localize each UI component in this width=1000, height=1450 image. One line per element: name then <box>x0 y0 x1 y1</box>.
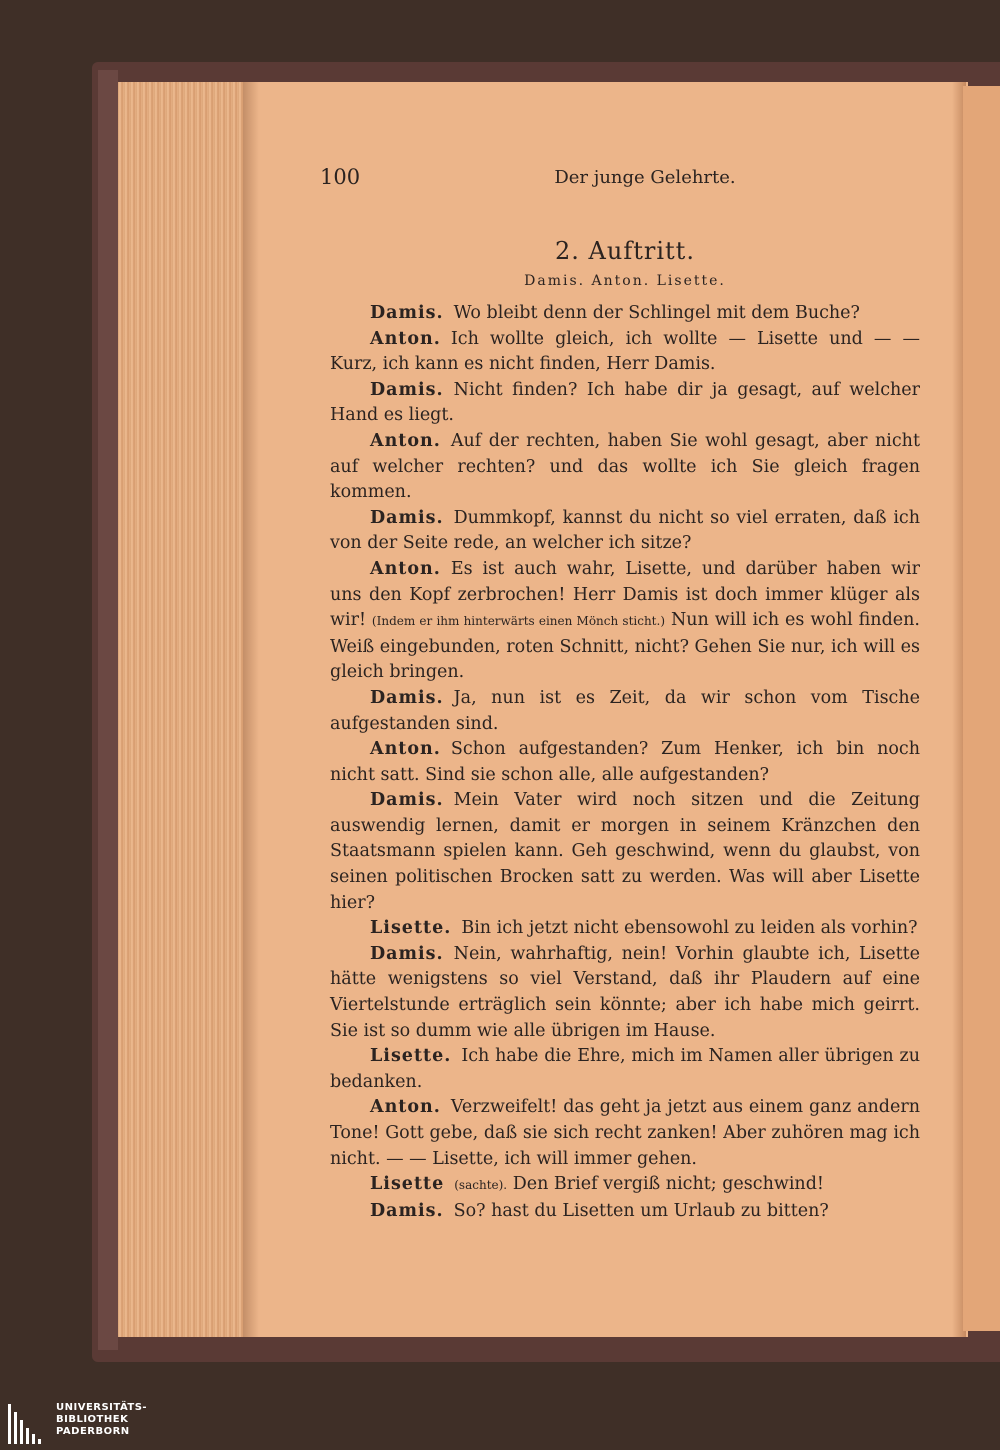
speech <box>330 429 920 506</box>
page-number: 100 <box>320 165 361 189</box>
speech-text: Es ist auch wahr, Lisette, und darüber haben wir uns den Kopf zerbrochen! Herr Damis ist doch immer klüger als wir! <box>330 558 920 631</box>
speaker: Damis. <box>370 687 444 708</box>
speech-text: Schon aufgestanden? Zum Henker, ich bin noch nicht satt. Sind sie schon alle, alle aufgestanden? <box>330 739 920 785</box>
stage-direction: (Indem er ihm hinterwärts einen Mönch sticht.) <box>371 614 666 629</box>
speech-text: Auf der rechten, haben Sie wohl gesagt, aber nicht auf welcher rechten? und das wollte ich Sie gleich fragen kommen. <box>330 430 920 503</box>
speaker: Damis. <box>370 943 444 964</box>
speaker: Anton. <box>370 739 441 760</box>
speaker: Anton. <box>370 328 441 349</box>
speech <box>330 686 920 737</box>
speech-text: Nein, wahrhaftig, nein! Vorhin glaubte ich, Lisette hätte wenigstens so viel Verstand, daß ihr Plaudern auf eine Viertelstunde erträglich sein könnte; aber ich habe mich geirrt. Sie ist so dumm wie alle übrigen im Hause. <box>330 943 920 1041</box>
speech-text: Ich wollte gleich, ich wollte — Lisette und — — Kurz, ich kann es nicht finden, Herr Damis. <box>330 328 920 375</box>
library-footer <box>0 1398 1000 1450</box>
speech-text: Ich habe die Ehre, mich im Namen aller übrigen zu bedanken. <box>330 1046 920 1092</box>
speaker: Anton. <box>370 430 441 451</box>
speaker: Damis. <box>370 507 444 528</box>
speaker: Damis. <box>370 379 444 400</box>
page-text <box>320 165 920 1224</box>
speaker: Anton. <box>370 558 441 579</box>
speech-text: Nicht finden? Ich habe dir ja gesagt, auf welcher Hand es liegt. <box>330 379 920 426</box>
library-logo-icon <box>8 1404 48 1444</box>
speaker: Lisette. <box>370 918 452 939</box>
speech <box>330 327 920 378</box>
speaker: Lisette. <box>370 1046 452 1067</box>
library-line-2: BIBLIOTHEK <box>56 1414 129 1425</box>
speech <box>330 1095 920 1172</box>
speech <box>330 737 920 788</box>
speech-text: Wo bleibt denn der Schlingel mit dem Buche? <box>453 303 860 323</box>
speech-text: Bin ich jetzt nicht ebensowohl zu leiden als vorhin? <box>461 918 918 939</box>
speech <box>330 506 920 557</box>
speaker: Damis. <box>370 790 444 811</box>
page-stack-edge <box>118 82 243 1337</box>
speech-text: Nun will ich es wohl finden. Weiß eingebunden, roten Schnitt, nicht? Gehen Sie nur, ich will es gleich bringen. <box>330 610 920 683</box>
speech <box>330 1172 920 1199</box>
speech <box>330 378 920 429</box>
speech-text: Ja, nun ist es Zeit, da wir schon vom Tische aufgestanden sind. <box>330 687 920 734</box>
page-header <box>320 165 920 201</box>
speech-text: So? hast du Lisetten um Urlaub zu bitten? <box>453 1200 829 1221</box>
speech <box>330 788 920 916</box>
speech-text: Dummkopf, kannst du nicht so viel erraten, daß ich von der Seite rede, an welcher ich sitze? <box>330 507 920 554</box>
speech <box>330 916 920 942</box>
speech <box>330 557 920 686</box>
page-stack-shadow <box>243 82 259 1337</box>
running-title: Der junge Gelehrte. <box>554 167 736 188</box>
speech <box>330 301 920 327</box>
library-line-1: UNIVERSITÄTS- <box>56 1402 148 1413</box>
stage-direction: (sachte). <box>454 1178 508 1193</box>
speaker: Anton. <box>370 1097 441 1118</box>
cast-list: Damis. Anton. Lisette. <box>524 273 726 289</box>
facing-page-edge <box>963 86 1000 1331</box>
cover-edge <box>98 70 118 1350</box>
speech <box>330 942 920 1044</box>
speech-text: Mein Vater wird noch sitzen und die Zeitung auswendig lernen, damit er morgen in seinem Kränzchen den Staatsmann spielen kann. Geh geschwind, wenn du glaubst, von seinen politischen Brocken satt zu werden. Was will aber Lisette hier? <box>330 790 920 913</box>
speaker: Damis. <box>370 1200 444 1221</box>
library-line-3: PADERBORN <box>56 1426 130 1437</box>
speech-text: Verzweifelt! das geht ja jetzt aus einem ganz andern Tone! Gott gebe, daß sie sich recht zanken! Aber zuhören mag ich nicht. — — Lisette, ich will immer gehen. <box>330 1097 920 1169</box>
scene-title: 2. Auftritt. <box>555 237 695 265</box>
speech <box>330 1199 920 1225</box>
speaker: Damis. <box>370 303 444 323</box>
library-logo-text <box>56 1402 147 1438</box>
speech <box>330 1044 920 1095</box>
speaker: Lisette <box>370 1174 445 1195</box>
speech-text: Den Brief vergiß nicht; geschwind! <box>512 1174 824 1195</box>
